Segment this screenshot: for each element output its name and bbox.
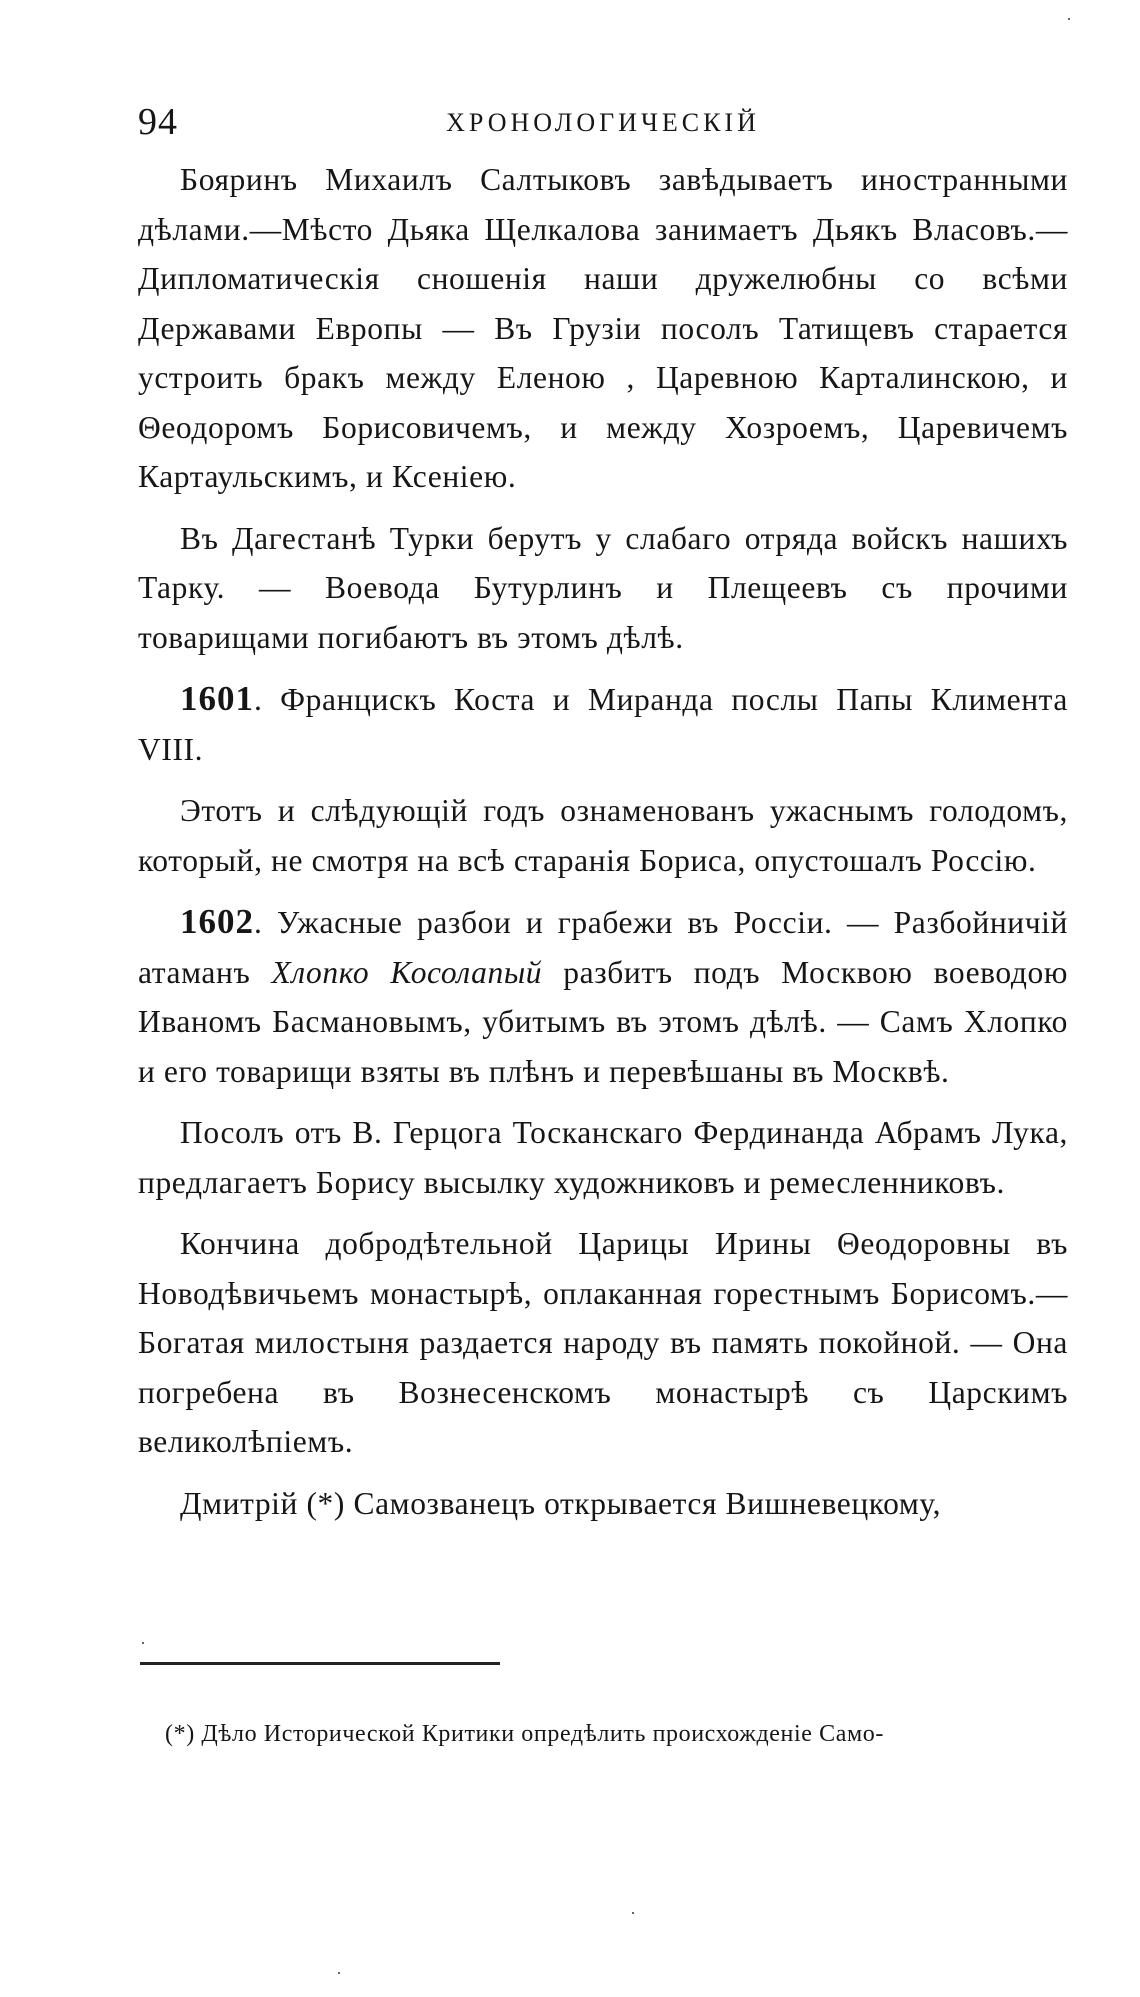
- year-heading-1601: 1601: [180, 679, 254, 718]
- print-speck: [142, 1642, 144, 1644]
- paragraph-famine: [138, 786, 1068, 885]
- page-header: [138, 100, 1068, 150]
- paragraph-dmitry: [138, 1479, 1068, 1529]
- year-heading-1602: 1602: [180, 902, 254, 941]
- running-title: ХРОНОЛОГИЧЕСКІЙ: [446, 108, 760, 137]
- paragraph-1602: [138, 897, 1068, 1096]
- paragraph-text: Бояринъ Михаилъ Салтыковъ завѣдываетъ иностранными дѣлами.—Мѣсто Дьяка Щелкалова занимаетъ Дьякъ Власовъ.—Дипломатическія сношенія наши дружелюбны со всѣми Державами Европы — Въ Грузіи посолъ Татищевъ старается устроить бракъ между Еленою , Царевною Карталинскою, и Θеодоромъ Борисовичемъ, и между Хозроемъ, Царевичемъ Картаульскимъ, и Ксеніею.: [138, 162, 1068, 494]
- paragraph-text: Кончина добродѣтельной Царицы Ирины Θеодоровны въ Новодѣвичьемъ монастырѣ, оплаканная горестнымъ Борисомъ.—Богатая милостыня раздается народу въ память покойной. — Она погребена въ Вознесенскомъ монастырѣ съ Царскимъ великолѣпіемъ.: [138, 1226, 1068, 1459]
- print-speck: [1068, 18, 1070, 20]
- paragraph-1601: [138, 674, 1068, 774]
- paragraph-text: . Францискъ Коста и Миранда послы Папы Климента VIII.: [138, 682, 1068, 767]
- body-text: [138, 155, 1068, 1540]
- paragraph-text: Этотъ и слѣдующій годъ ознаменованъ ужаснымъ голодомъ, который, не смотря на всѣ старанія Бориса, опустошалъ Россію.: [138, 793, 1068, 878]
- paragraph-tsaritsa-irina: [138, 1219, 1068, 1467]
- paragraph-text: Дмитрій (*) Самозванецъ открывается Вишневецкому,: [180, 1485, 942, 1521]
- page-number: 94: [138, 101, 178, 143]
- italic-name: Хлопко Косолапый: [271, 954, 543, 990]
- print-speck: [632, 1912, 634, 1914]
- paragraph-dagestan: [138, 514, 1068, 663]
- paragraph-text: . Ужасные разбои и грабежи въ Россіи. — Разбойничій атаманъ: [138, 905, 1068, 990]
- footnote-divider: [140, 1662, 500, 1665]
- footnote: (*) Дѣло Исторической Критики опредѣлить происхожденіе Само-: [165, 1721, 884, 1747]
- print-speck: [338, 1972, 340, 1974]
- paragraph-text: разбитъ подъ Москвою воеводою Иваномъ Басмановымъ, убитымъ въ этомъ дѣлѣ. — Самъ Хлопко и его товарищи взяты въ плѣнъ и перевѣшаны въ Москвѣ.: [138, 954, 1068, 1089]
- paragraph-saltykov: [138, 155, 1068, 502]
- paragraph-text: Въ Дагестанѣ Турки берутъ у слабаго отряда войскъ нашихъ Тарку. — Воевода Бутурлинъ и Плещеевъ съ прочими товарищами погибаютъ въ этомъ дѣлѣ.: [138, 520, 1068, 655]
- paragraph-tuscany-envoy: [138, 1108, 1068, 1207]
- paragraph-text: Посолъ отъ В. Герцога Тосканскаго Фердинанда Абрамъ Лука, предлагаетъ Борису высылку художниковъ и ремесленниковъ.: [138, 1115, 1068, 1200]
